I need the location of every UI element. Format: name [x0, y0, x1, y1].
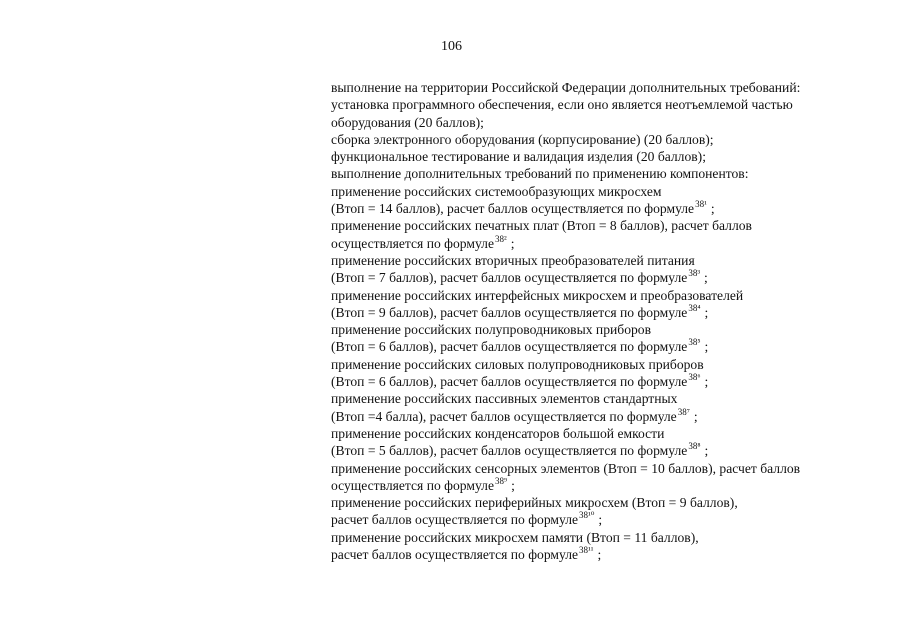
line-text: применение российских печатных плат (Втоп = 8 баллов), расчет баллов — [331, 218, 752, 234]
text-line — [331, 356, 871, 373]
text-line — [331, 425, 871, 442]
line-text: установка программного обеспечения, если оно является неотъемлемой частью — [331, 97, 793, 113]
line-text: (Втоп =4 балла), расчет баллов осуществляется по формуле — [331, 408, 677, 424]
text-line — [331, 114, 871, 131]
text-line — [331, 96, 871, 113]
text-line — [331, 373, 871, 390]
text-line — [331, 165, 871, 182]
line-text: сборка электронного оборудования (корпусирование) (20 баллов); — [331, 131, 714, 147]
line-text: выполнение на территории Российской Федерации дополнительных требований: — [331, 80, 801, 95]
line-text: функциональное тестирование и валидация изделия (20 баллов); — [331, 149, 706, 165]
formula-reference: 38⁵ — [688, 337, 701, 348]
line-text: (Втоп = 5 баллов), расчет баллов осуществляется по формуле — [331, 443, 688, 459]
line-punctuation: ; — [704, 374, 709, 390]
line-text: применение российских интерфейсных микросхем и преобразователей — [331, 287, 744, 303]
line-punctuation: ; — [510, 235, 515, 251]
line-text: (Втоп = 6 баллов), расчет баллов осуществляется по формуле — [331, 374, 688, 390]
text-line — [331, 338, 871, 355]
formula-reference: 38¹⁰ — [579, 510, 595, 521]
line-text: применение российских пассивных элементов стандартных — [331, 391, 678, 407]
line-punctuation: ; — [704, 443, 709, 459]
line-text: расчет баллов осуществляется по формуле — [331, 512, 579, 528]
text-line — [331, 390, 871, 407]
text-line — [331, 529, 871, 546]
text-line — [331, 511, 871, 528]
formula-reference: 38¹¹ — [579, 545, 594, 556]
text-line — [331, 217, 871, 234]
formula-reference: 38³ — [688, 268, 701, 279]
text-line — [331, 131, 871, 148]
line-text: применение российских полупроводниковых приборов — [331, 322, 651, 338]
text-line — [331, 546, 871, 563]
text-line — [331, 304, 871, 321]
line-text: (Втоп = 6 баллов), расчет баллов осуществляется по формуле — [331, 339, 688, 355]
text-line — [331, 183, 871, 200]
line-text: применение российских конденсаторов большой емкости — [331, 425, 665, 441]
text-line — [331, 235, 871, 252]
line-text: (Втоп = 14 баллов), расчет баллов осуществляется по формуле — [331, 201, 695, 217]
line-punctuation: ; — [704, 304, 709, 320]
text-line — [331, 269, 871, 286]
text-line — [331, 460, 871, 477]
line-punctuation: ; — [511, 477, 515, 493]
line-text: (Втоп = 7 баллов), расчет баллов осуществляется по формуле — [331, 270, 688, 286]
page-number: 106 — [441, 39, 462, 54]
text-line — [331, 79, 871, 96]
text-line — [331, 408, 871, 425]
document-body — [331, 79, 871, 563]
line-punctuation: ; — [710, 201, 715, 217]
formula-reference: 38⁴ — [688, 302, 701, 313]
text-line — [331, 442, 871, 459]
line-text: осуществляется по формуле — [331, 235, 494, 251]
text-line — [331, 477, 871, 494]
line-text: расчет баллов осуществляется по формуле — [331, 547, 579, 563]
formula-reference: 38⁷ — [677, 406, 690, 417]
line-punctuation: ; — [597, 547, 602, 563]
text-line — [331, 494, 871, 511]
line-text: применение российских силовых полупроводниковых приборов — [331, 356, 704, 372]
line-text: применение российских микросхем памяти (Втоп = 11 баллов), — [331, 529, 699, 545]
text-line — [331, 321, 871, 338]
line-text: применение российских периферийных микросхем (Втоп = 9 баллов), — [331, 495, 738, 511]
line-text: осуществляется по формуле — [331, 477, 494, 493]
formula-reference: 38⁸ — [688, 441, 701, 452]
line-text: применение российских сенсорных элементов (Втоп = 10 баллов), расчет баллов — [331, 460, 801, 476]
formula-reference: 38² — [495, 233, 507, 244]
line-text: (Втоп = 9 баллов), расчет баллов осуществляется по формуле — [331, 304, 688, 320]
text-line — [331, 252, 871, 269]
line-text: применение российских вторичных преобразователей питания — [331, 252, 695, 268]
line-punctuation: ; — [704, 339, 709, 355]
line-text: оборудования (20 баллов); — [331, 114, 484, 130]
line-punctuation: ; — [598, 512, 603, 528]
formula-reference: 38⁹ — [495, 475, 508, 486]
line-punctuation: ; — [704, 270, 708, 286]
text-line — [331, 287, 871, 304]
line-text: выполнение дополнительных требований по применению компонентов: — [331, 166, 749, 182]
formula-reference: 38⁶ — [688, 372, 701, 383]
line-punctuation: ; — [693, 408, 698, 424]
text-line — [331, 200, 871, 217]
text-line — [331, 148, 871, 165]
formula-reference: 38¹ — [695, 199, 707, 210]
line-text: применение российских системообразующих микросхем — [331, 183, 662, 199]
